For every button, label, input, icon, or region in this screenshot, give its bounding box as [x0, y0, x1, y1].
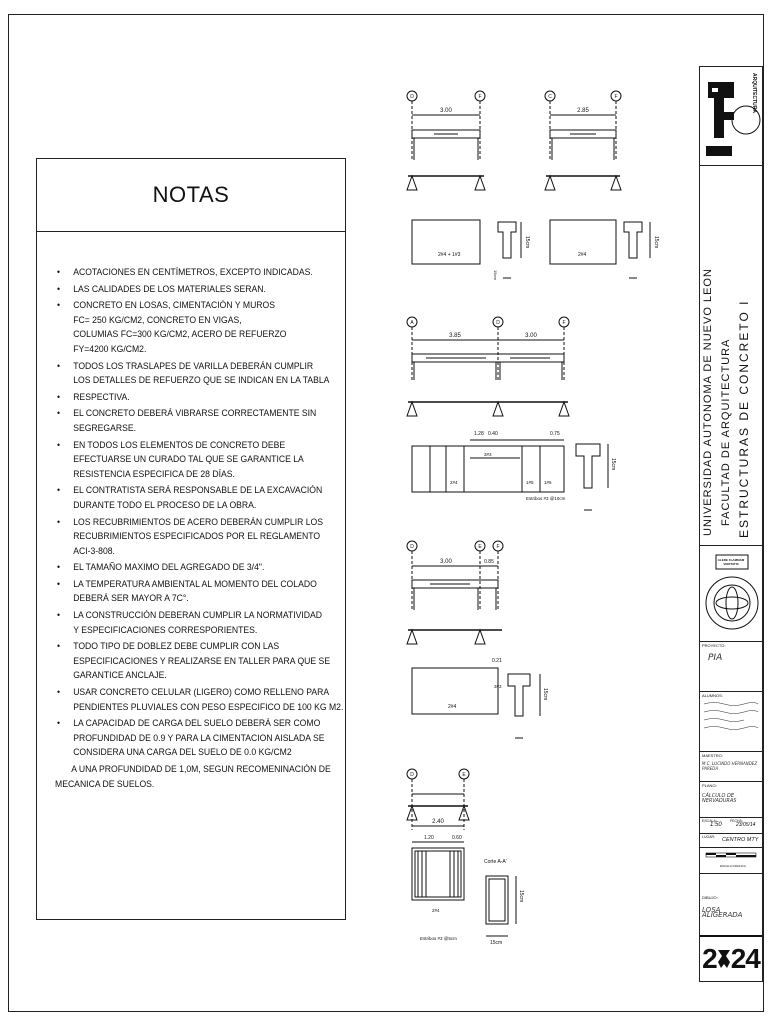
- beam-4-detail: [407, 541, 548, 738]
- rebar-label: 1#5: [526, 480, 534, 485]
- drawing-field: [700, 873, 762, 939]
- note-item: [57, 686, 352, 715]
- note-line: ACI-3-808.: [73, 545, 115, 557]
- note-line: • TODO TIPO DE DOBLEZ DEBE CUMPLIR CON LAS: [73, 641, 280, 653]
- students-field: [700, 691, 762, 751]
- teacher-value: M.C. LUCINDO HERNANDEZ PAREDA: [702, 761, 758, 771]
- note-line: • EL CONCRETO DEBERÁ VIBRARSE CORRECTAMENTE SIN: [73, 408, 317, 420]
- beam-3-detail: [407, 317, 616, 510]
- dimension: 0.60: [452, 835, 462, 841]
- note-item: [57, 516, 352, 560]
- section-width: 15cm: [493, 270, 498, 280]
- axis-label: E: [462, 772, 466, 778]
- note-item: [57, 283, 352, 298]
- note-item: [57, 391, 352, 406]
- university-name: UNIVERSIDAD AUTONOMA DE NUEVO LEON: [702, 268, 714, 536]
- sheet-number: [700, 935, 762, 981]
- section-cut-label: Corte A-A': [484, 859, 507, 865]
- graphic-scale: [700, 847, 762, 873]
- note-line: PENDIENTES PLUVIALES CON PESO ESPECIFICO DE 100 KG M2.: [73, 701, 344, 713]
- notes-extra-line: A UNA PROFUNDIDAD DE 1,0M, SEGUN RECOMENINACIÓN DE: [71, 764, 331, 775]
- students-handwriting: [702, 698, 760, 738]
- span-dimension: 3.00: [440, 559, 452, 565]
- stirrups-label: Estribos #3 @5cm: [420, 936, 457, 941]
- axis-label: D: [410, 544, 414, 550]
- note-line: • ACOTACIONES EN CENTÍMETROS, EXCEPTO INDICADAS.: [73, 267, 313, 278]
- dimension: 1.28: [474, 431, 484, 437]
- location-label: LUGAR:: [702, 835, 716, 839]
- span-dimension: 3.00: [525, 333, 537, 339]
- graphic-scale-label: ESCALA GRAFICA: [720, 864, 746, 868]
- note-line: • USAR CONCRETO CELULAR (LIGERO) COMO RELLENO PARA: [73, 687, 330, 699]
- uanl-emblem-icon: [717, 948, 731, 970]
- note-line: FC= 250 KG/CM2, CONCRETO EN VIGAS,: [73, 314, 242, 326]
- note-line: RECUBRIMIENTOS ESPECIFICADOS POR EL REGLAMENTO: [73, 531, 321, 543]
- project-label: PROYECTO:: [702, 643, 726, 648]
- rebar-label: 2#4 + 1#3: [438, 252, 461, 258]
- rebar-label: 2#4: [578, 252, 587, 258]
- note-line: • LA CONSTRUCCIÓN DEBERAN CUMPLIR LA NORMATIVIDAD: [73, 610, 323, 622]
- axis-label: E: [478, 544, 482, 550]
- faculty-name: FACULTAD DE ARQUITECTURA: [720, 338, 732, 526]
- beam-5-detail: [407, 769, 524, 946]
- note-line: • EL TAMAÑO MAXIMO DEL AGREGADO DE 3/4".: [73, 562, 265, 574]
- note-item: [57, 299, 352, 357]
- beam-2-detail: [545, 91, 659, 278]
- note-line: • EL CONTRATISTA SERÁ RESPONSABLE DE LA EXCAVACIÓN: [73, 485, 323, 497]
- plan-field: [700, 781, 762, 817]
- note-item: [57, 717, 352, 761]
- note-item: [57, 561, 352, 576]
- axis-label: A: [410, 320, 414, 326]
- students-label: ALUMNOS:: [702, 693, 723, 698]
- drawing-value: LOSA ALIGERADA: [702, 906, 743, 919]
- note-line: Y ESPECIFICACIONES CORRESPORIENTES.: [73, 624, 258, 636]
- span-dimension: 2.40: [432, 819, 444, 825]
- note-line: RESISTENCIA ESPECIFICA DE 28 DÍAS.: [73, 468, 235, 480]
- notes-extra-line: MECANICA DE SUELOS.: [55, 778, 155, 790]
- note-line: • EN TODOS LOS ELEMENTOS DE CONCRETO DEBE: [73, 439, 286, 451]
- dimension: 0.40: [488, 431, 498, 437]
- notes-extra: [37, 763, 334, 792]
- rebar-label: 3#3: [484, 452, 492, 457]
- section-height: 15cm: [542, 688, 548, 701]
- section-height: 15cm: [610, 458, 616, 471]
- graphic-scale-bar: [702, 849, 760, 865]
- note-line: • LA CAPACIDAD DE CARGA DEL SUELO DEBERÁ SER COMO: [73, 718, 321, 730]
- span-dimension: 3.00: [440, 108, 452, 114]
- date-value: 23/05/14: [736, 822, 756, 828]
- note-line: • CONCRETO EN LOSAS, CIMENTACIÓN Y MUROS: [73, 300, 276, 312]
- note-line: LOS DETALLES DE REFUERZO QUE SE INDICAN EN LA TABLA: [73, 375, 330, 387]
- note-line: EFECTUARSE UN CURADO TAL QUE SE GARANTICE LA: [73, 454, 304, 466]
- plan-value: CÁLCULO DE NERVADURAS: [702, 793, 737, 804]
- faculty-logo: [700, 67, 762, 165]
- rebar-label: 2#4: [448, 704, 457, 710]
- axis-label: C: [548, 94, 552, 100]
- seal-motto: ALERE FLAMMAM VERITATIS: [717, 558, 745, 566]
- sheet-total: 24: [730, 943, 760, 974]
- notes-panel: [36, 158, 346, 920]
- scale-label: ESCALA:: [702, 819, 717, 823]
- school-vertical-text: ARQUITECTURA: [751, 73, 757, 113]
- project-value: PIA: [708, 653, 723, 663]
- note-line: • LOS RECUBRIMIENTOS DE ACERO DEBERÁN CUMPLIR LOS: [73, 516, 324, 528]
- note-line: CONSIDERA UNA CARGA DEL SUELO DE 0.0 KG/CM2: [73, 747, 292, 759]
- section-height: 15cm: [518, 890, 524, 903]
- note-item: [57, 407, 352, 436]
- notes-title: NOTAS: [37, 159, 345, 232]
- rebar-label: 1#5: [544, 480, 552, 485]
- notes-list: [37, 232, 345, 761]
- stirrups-label: Estribos #3 @10cm: [526, 496, 566, 501]
- note-line: DEBERÁ SER MAYOR A 7C°.: [73, 593, 189, 605]
- note-line: PROFUNDIDAD DE 0.9 Y PARA LA CIMENTACION AISLADA SE: [73, 732, 325, 744]
- dimension: 0.75: [550, 431, 560, 437]
- note-line: FY=4200 KG/CM2.: [73, 343, 147, 355]
- dimension: 0.21: [492, 658, 502, 664]
- teacher-label: MAESTRO:: [702, 753, 723, 758]
- section-height: 15cm: [524, 236, 530, 249]
- axis-label: D: [410, 94, 414, 100]
- dimension: 1.20: [424, 835, 434, 841]
- sheet-current: 2: [702, 943, 717, 974]
- span-dimension: 0.85: [484, 559, 494, 565]
- rebar-label: 3#3: [494, 684, 502, 689]
- section-width: 15cm: [490, 940, 503, 946]
- location-value: CENTRO MTY: [722, 837, 759, 843]
- note-item: [57, 484, 352, 513]
- axis-label: D: [496, 320, 500, 326]
- drawing-label: DIBUJO:: [702, 895, 718, 900]
- axis-label: F: [478, 94, 482, 100]
- rebar-label: 2#4: [450, 480, 458, 485]
- axis-label: F: [496, 544, 500, 550]
- scale-date-field: [700, 817, 762, 833]
- note-item: [57, 439, 352, 483]
- beam-1-detail: [407, 91, 530, 280]
- note-line: ESPECIFICACIONES Y REALIZARSE EN TALLER PARA QUE SE: [73, 655, 331, 667]
- course-name: ESTRUCTURAS DE CONCRETO I: [737, 299, 751, 538]
- note-item: [57, 266, 352, 281]
- axis-label: F: [614, 94, 618, 100]
- note-line: • LA TEMPERATURA AMBIENTAL AL MOMENTO DEL COLADO: [73, 578, 317, 590]
- span-dimension: 2.85: [577, 108, 589, 114]
- note-item: [57, 640, 352, 684]
- section-height: 15cm: [653, 236, 659, 249]
- note-line: DURANTE TODO EL PROCESO DE LA OBRA.: [73, 499, 257, 511]
- note-line: • TODOS LOS TRASLAPES DE VARILLA DEBERÁN CUMPLIR: [73, 360, 314, 372]
- beam-details: [390, 70, 690, 970]
- university-panel: [700, 165, 762, 545]
- note-item: [57, 609, 352, 638]
- note-line: SEGREGARSE.: [73, 422, 137, 434]
- date-label: FECHA:: [730, 819, 743, 823]
- axis-label: F: [562, 320, 566, 326]
- note-item: [57, 360, 352, 389]
- note-item: [57, 578, 352, 607]
- note-line: • LAS CALIDADES DE LOS MATERIALES SERAN.: [73, 283, 266, 295]
- rebar-label: 2#4: [432, 908, 440, 913]
- title-block: [699, 66, 763, 982]
- note-line: GARANTICE ANCLAJE.: [73, 670, 167, 682]
- note-line: COLUMIAS FC=300 KG/CM2, ACERO DE REFUERZO: [73, 329, 287, 341]
- location-field: [700, 833, 762, 847]
- university-seal: [700, 545, 762, 641]
- note-line: • RESPECTIVA.: [73, 391, 130, 403]
- scale-value: 1:50: [710, 822, 722, 828]
- project-field: [700, 641, 762, 691]
- plan-label: PLANO:: [702, 783, 717, 788]
- axis-label: D: [410, 772, 414, 778]
- teacher-field: [700, 751, 762, 781]
- span-dimension: 3.85: [449, 333, 461, 339]
